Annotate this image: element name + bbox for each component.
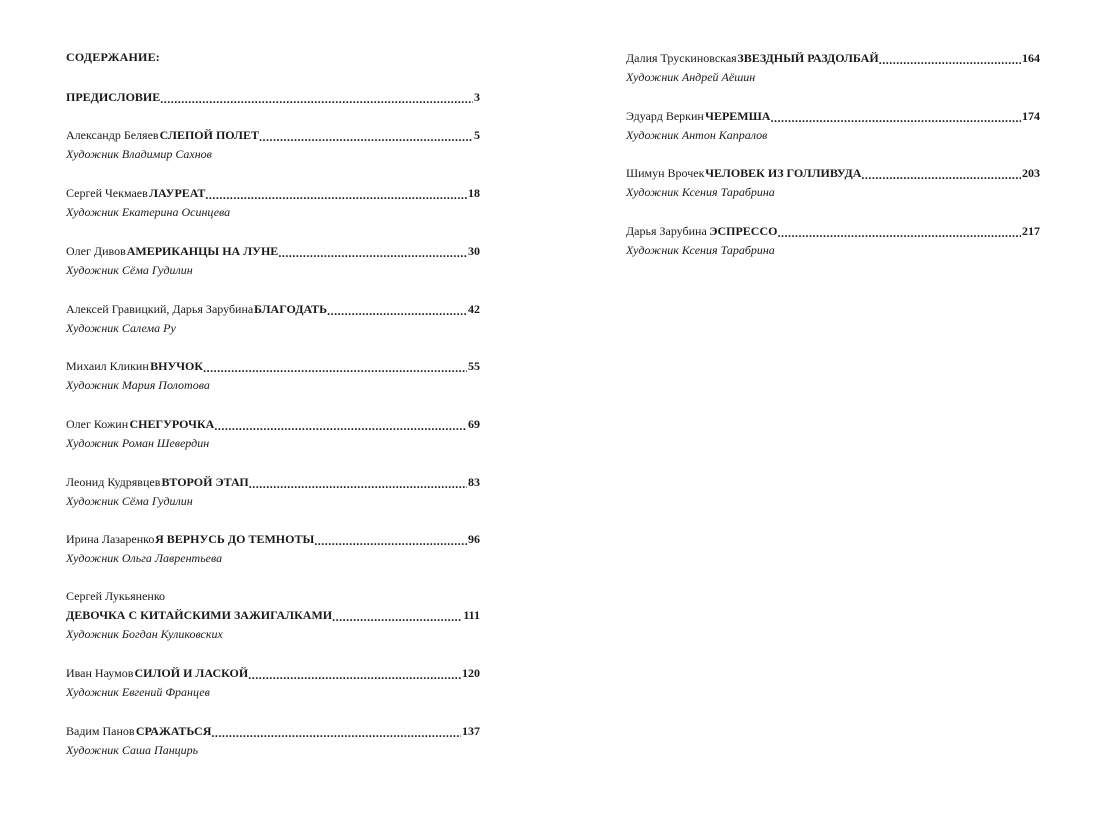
dot-leader — [327, 303, 467, 315]
entry-page-number: 137 — [462, 724, 480, 738]
dot-leader — [861, 167, 1021, 179]
entry-artist: Художник Андрей Аёшин — [626, 70, 756, 84]
entry-author: Алексей Гравицкий, Дарья Зарубина — [66, 302, 254, 316]
entry-author: Ирина Лазаренко — [66, 532, 155, 546]
entry-title: ВТОРОЙ ЭТАП — [161, 475, 249, 489]
dot-leader — [248, 667, 461, 679]
entry-artist: Художник Саша Панцирь — [66, 743, 199, 757]
entry-title: СИЛОЙ И ЛАСКОЙ — [134, 666, 249, 680]
toc-entry[interactable] — [66, 300, 480, 338]
dot-leader — [770, 110, 1021, 122]
entry-title: ЭСПРЕССО — [709, 224, 778, 238]
entry-artist: Художник Роман Шевердин — [66, 436, 210, 450]
entry-author: Иван Наумов — [66, 666, 134, 680]
toc-entry[interactable] — [626, 164, 1040, 202]
entry-page-number: 42 — [468, 302, 480, 316]
entry-page-number: 120 — [462, 666, 480, 680]
toc-entry[interactable] — [66, 242, 480, 280]
entry-page-number: 96 — [468, 532, 480, 546]
dot-leader — [278, 245, 467, 257]
entry-title: СРАЖАТЬСЯ — [135, 724, 212, 738]
dot-leader — [249, 476, 467, 488]
entry-page-number: 217 — [1022, 224, 1041, 238]
entry-artist: Художник Сёма Гудилин — [66, 494, 193, 508]
entry-author: Леонид Кудрявцев — [66, 475, 161, 489]
entry-title: СЛЕПОЙ ПОЛЕТ — [159, 128, 259, 142]
dot-leader — [777, 225, 1021, 237]
entry-author: Сергей Чекмаев — [66, 186, 148, 200]
entry-artist: Художник Салема Ру — [66, 321, 176, 335]
entry-page-number: 174 — [1022, 109, 1040, 123]
entry-author: Далия Трускиновская — [626, 51, 737, 65]
entry-author: Александр Беляев — [66, 128, 159, 142]
toc-entry[interactable] — [66, 415, 480, 453]
toc-entry[interactable] — [66, 530, 480, 568]
entry-page-number: 83 — [468, 475, 480, 489]
entry-title: ПРЕДИСЛОВИЕ — [66, 90, 161, 104]
entry-artist: Художник Мария Полотова — [66, 378, 210, 392]
dot-leader — [879, 52, 1021, 64]
dot-leader — [205, 187, 467, 199]
entry-title: АМЕРИКАНЦЫ НА ЛУНЕ — [126, 244, 279, 258]
toc-entry[interactable] — [66, 587, 480, 644]
entry-title: ЧЕРЕМША — [705, 109, 771, 123]
entry-artist: Художник Евгений Францев — [66, 685, 210, 699]
dot-leader — [203, 360, 467, 372]
dot-leader — [214, 418, 467, 430]
entry-author: Шимун Врочек — [626, 166, 705, 180]
entry-page-number: 69 — [468, 417, 480, 431]
entry-page-number: 55 — [468, 359, 480, 373]
dot-leader — [314, 533, 467, 545]
entry-title: Я ВЕРНУСЬ ДО ТЕМНОТЫ — [155, 532, 315, 546]
entry-artist: Художник Владимир Сахнов — [66, 147, 212, 161]
entry-title: ЗВЕЗДНЫЙ РАЗДОЛБАЙ — [737, 51, 879, 65]
entry-artist: Художник Ксения Тарабрина — [626, 243, 775, 257]
toc-entry[interactable] — [66, 357, 480, 395]
entry-page-number: 18 — [468, 186, 480, 200]
dot-leader — [160, 91, 473, 103]
entry-title: ЛАУРЕАТ — [149, 186, 206, 200]
toc-entry[interactable] — [66, 722, 480, 760]
entry-page-number: 5 — [474, 128, 480, 142]
entry-title: ЧЕЛОВЕК ИЗ ГОЛЛИВУДА — [705, 166, 862, 180]
toc-heading: СОДЕРЖАНИЕ: — [66, 50, 160, 64]
toc-entry[interactable] — [66, 126, 480, 164]
entry-author: Сергей Лукьяненко — [66, 589, 166, 603]
entry-author: Олег Дивов — [66, 244, 126, 258]
entry-artist: Художник Антон Капралов — [626, 128, 768, 142]
toc-entry[interactable] — [626, 49, 1040, 87]
dot-leader — [259, 129, 473, 141]
entry-page-number: 30 — [468, 244, 480, 258]
toc-entry[interactable] — [626, 222, 1040, 260]
toc-entry[interactable] — [626, 107, 1040, 145]
dot-leader — [332, 609, 462, 621]
entry-page-number: 111 — [463, 608, 480, 622]
dot-leader — [211, 725, 461, 737]
entry-author: Олег Кожин — [66, 417, 129, 431]
entry-artist: Художник Ксения Тарабрина — [626, 185, 775, 199]
entry-author: Эдуард Веркин — [626, 109, 704, 123]
entry-page-number: 203 — [1022, 166, 1040, 180]
entry-title: ДЕВОЧКА С КИТАЙСКИМИ ЗАЖИГАЛКАМИ — [66, 608, 333, 622]
toc-entry[interactable] — [66, 184, 480, 222]
entry-artist: Художник Богдан Куликовских — [66, 627, 223, 641]
entry-author: Михаил Кликин — [66, 359, 149, 373]
entry-artist: Художник Сёма Гудилин — [66, 263, 193, 277]
entry-title: СНЕГУРОЧКА — [129, 417, 215, 431]
entry-artist: Художник Ольга Лаврентьева — [66, 551, 223, 565]
entry-page-number: 164 — [1022, 51, 1040, 65]
entry-title: БЛАГОДАТЬ — [253, 302, 328, 316]
toc-entry[interactable] — [66, 664, 480, 702]
toc-entry[interactable] — [66, 473, 480, 511]
entry-author: Дарья Зарубина — [626, 224, 707, 238]
entry-author: Вадим Панов — [66, 724, 135, 738]
toc-entry-preface[interactable] — [66, 88, 480, 107]
entry-page-number: 3 — [474, 90, 480, 104]
entry-artist: Художник Екатерина Осинцева — [66, 205, 231, 219]
entry-title: ВНУЧОК — [150, 359, 204, 373]
